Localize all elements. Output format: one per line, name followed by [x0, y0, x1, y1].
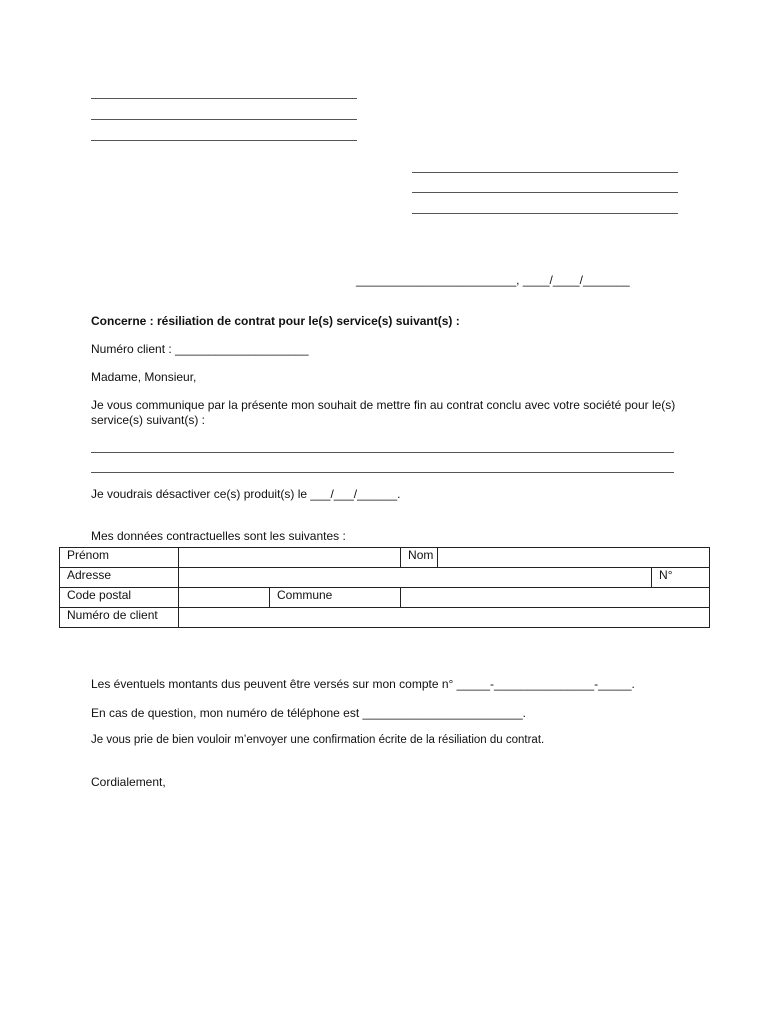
- contract-data-heading: Mes données contractuelles sont les suivantes :: [91, 529, 346, 543]
- recipient-address-line-2[interactable]: [412, 192, 678, 193]
- date-separator: ,: [516, 273, 523, 287]
- adresse-value-cell[interactable]: [179, 568, 652, 588]
- deactivation-line[interactable]: Je voudrais désactiver ce(s) produit(s) le ___/___/______.: [91, 487, 401, 501]
- numero-client-value-cell[interactable]: [179, 608, 710, 628]
- table-row-adresse: [60, 568, 710, 588]
- sender-address-line-3[interactable]: [91, 140, 357, 141]
- subject-line: Concerne : résiliation de contrat pour le(s) service(s) suivant(s) :: [91, 314, 460, 328]
- commune-label: Commune: [270, 588, 401, 608]
- numero-client-label: Numéro de client: [60, 608, 179, 628]
- service-blank-line-2[interactable]: [91, 472, 674, 473]
- table-row-code-postal: [60, 588, 710, 608]
- account-line[interactable]: Les éventuels montants dus peuvent être versés sur mon compte n° _____-_______________-_____.: [91, 677, 635, 691]
- nom-label: Nom: [401, 548, 438, 568]
- closing: Cordialement,: [91, 775, 166, 789]
- service-blank-line-1[interactable]: [91, 452, 674, 453]
- intro-paragraph: Je vous communique par la présente mon souhait de mettre fin au contrat conclu avec votre société pour le(s) service(s) suivant(s) :: [91, 398, 676, 427]
- recipient-address-line-3[interactable]: [412, 213, 678, 214]
- place-date-line: [356, 273, 630, 288]
- code-postal-label: Code postal: [60, 588, 179, 608]
- recipient-address-line-1[interactable]: [412, 172, 678, 173]
- prenom-value-cell[interactable]: [179, 548, 401, 568]
- prenom-label: Prénom: [60, 548, 179, 568]
- date-slash-2: /: [579, 273, 583, 287]
- confirmation-line: Je vous prie de bien vouloir m’envoyer une confirmation écrite de la résiliation du contrat.: [91, 734, 545, 746]
- sender-address-line-2[interactable]: [91, 119, 357, 120]
- code-postal-value-cell[interactable]: [179, 588, 270, 608]
- phone-line[interactable]: En cas de question, mon numéro de téléphone est ________________________.: [91, 706, 527, 720]
- date-day-field[interactable]: ____: [522, 273, 550, 287]
- table-row-prenom: [60, 548, 710, 568]
- nom-value-cell[interactable]: [438, 548, 710, 568]
- place-field[interactable]: ________________________: [356, 273, 517, 287]
- date-year-field[interactable]: _______: [582, 273, 630, 287]
- date-slash-1: /: [549, 273, 553, 287]
- salutation: Madame, Monsieur,: [91, 370, 197, 384]
- adresse-label: Adresse: [60, 568, 179, 588]
- table-row-numero-client: [60, 608, 710, 628]
- commune-value-cell[interactable]: [401, 588, 710, 608]
- contract-data-table: [59, 547, 710, 628]
- numero-label[interactable]: N°: [652, 568, 710, 588]
- date-month-field[interactable]: ____: [552, 273, 580, 287]
- client-number-line[interactable]: Numéro client : ____________________: [91, 342, 309, 356]
- sender-address-line-1[interactable]: [91, 98, 357, 99]
